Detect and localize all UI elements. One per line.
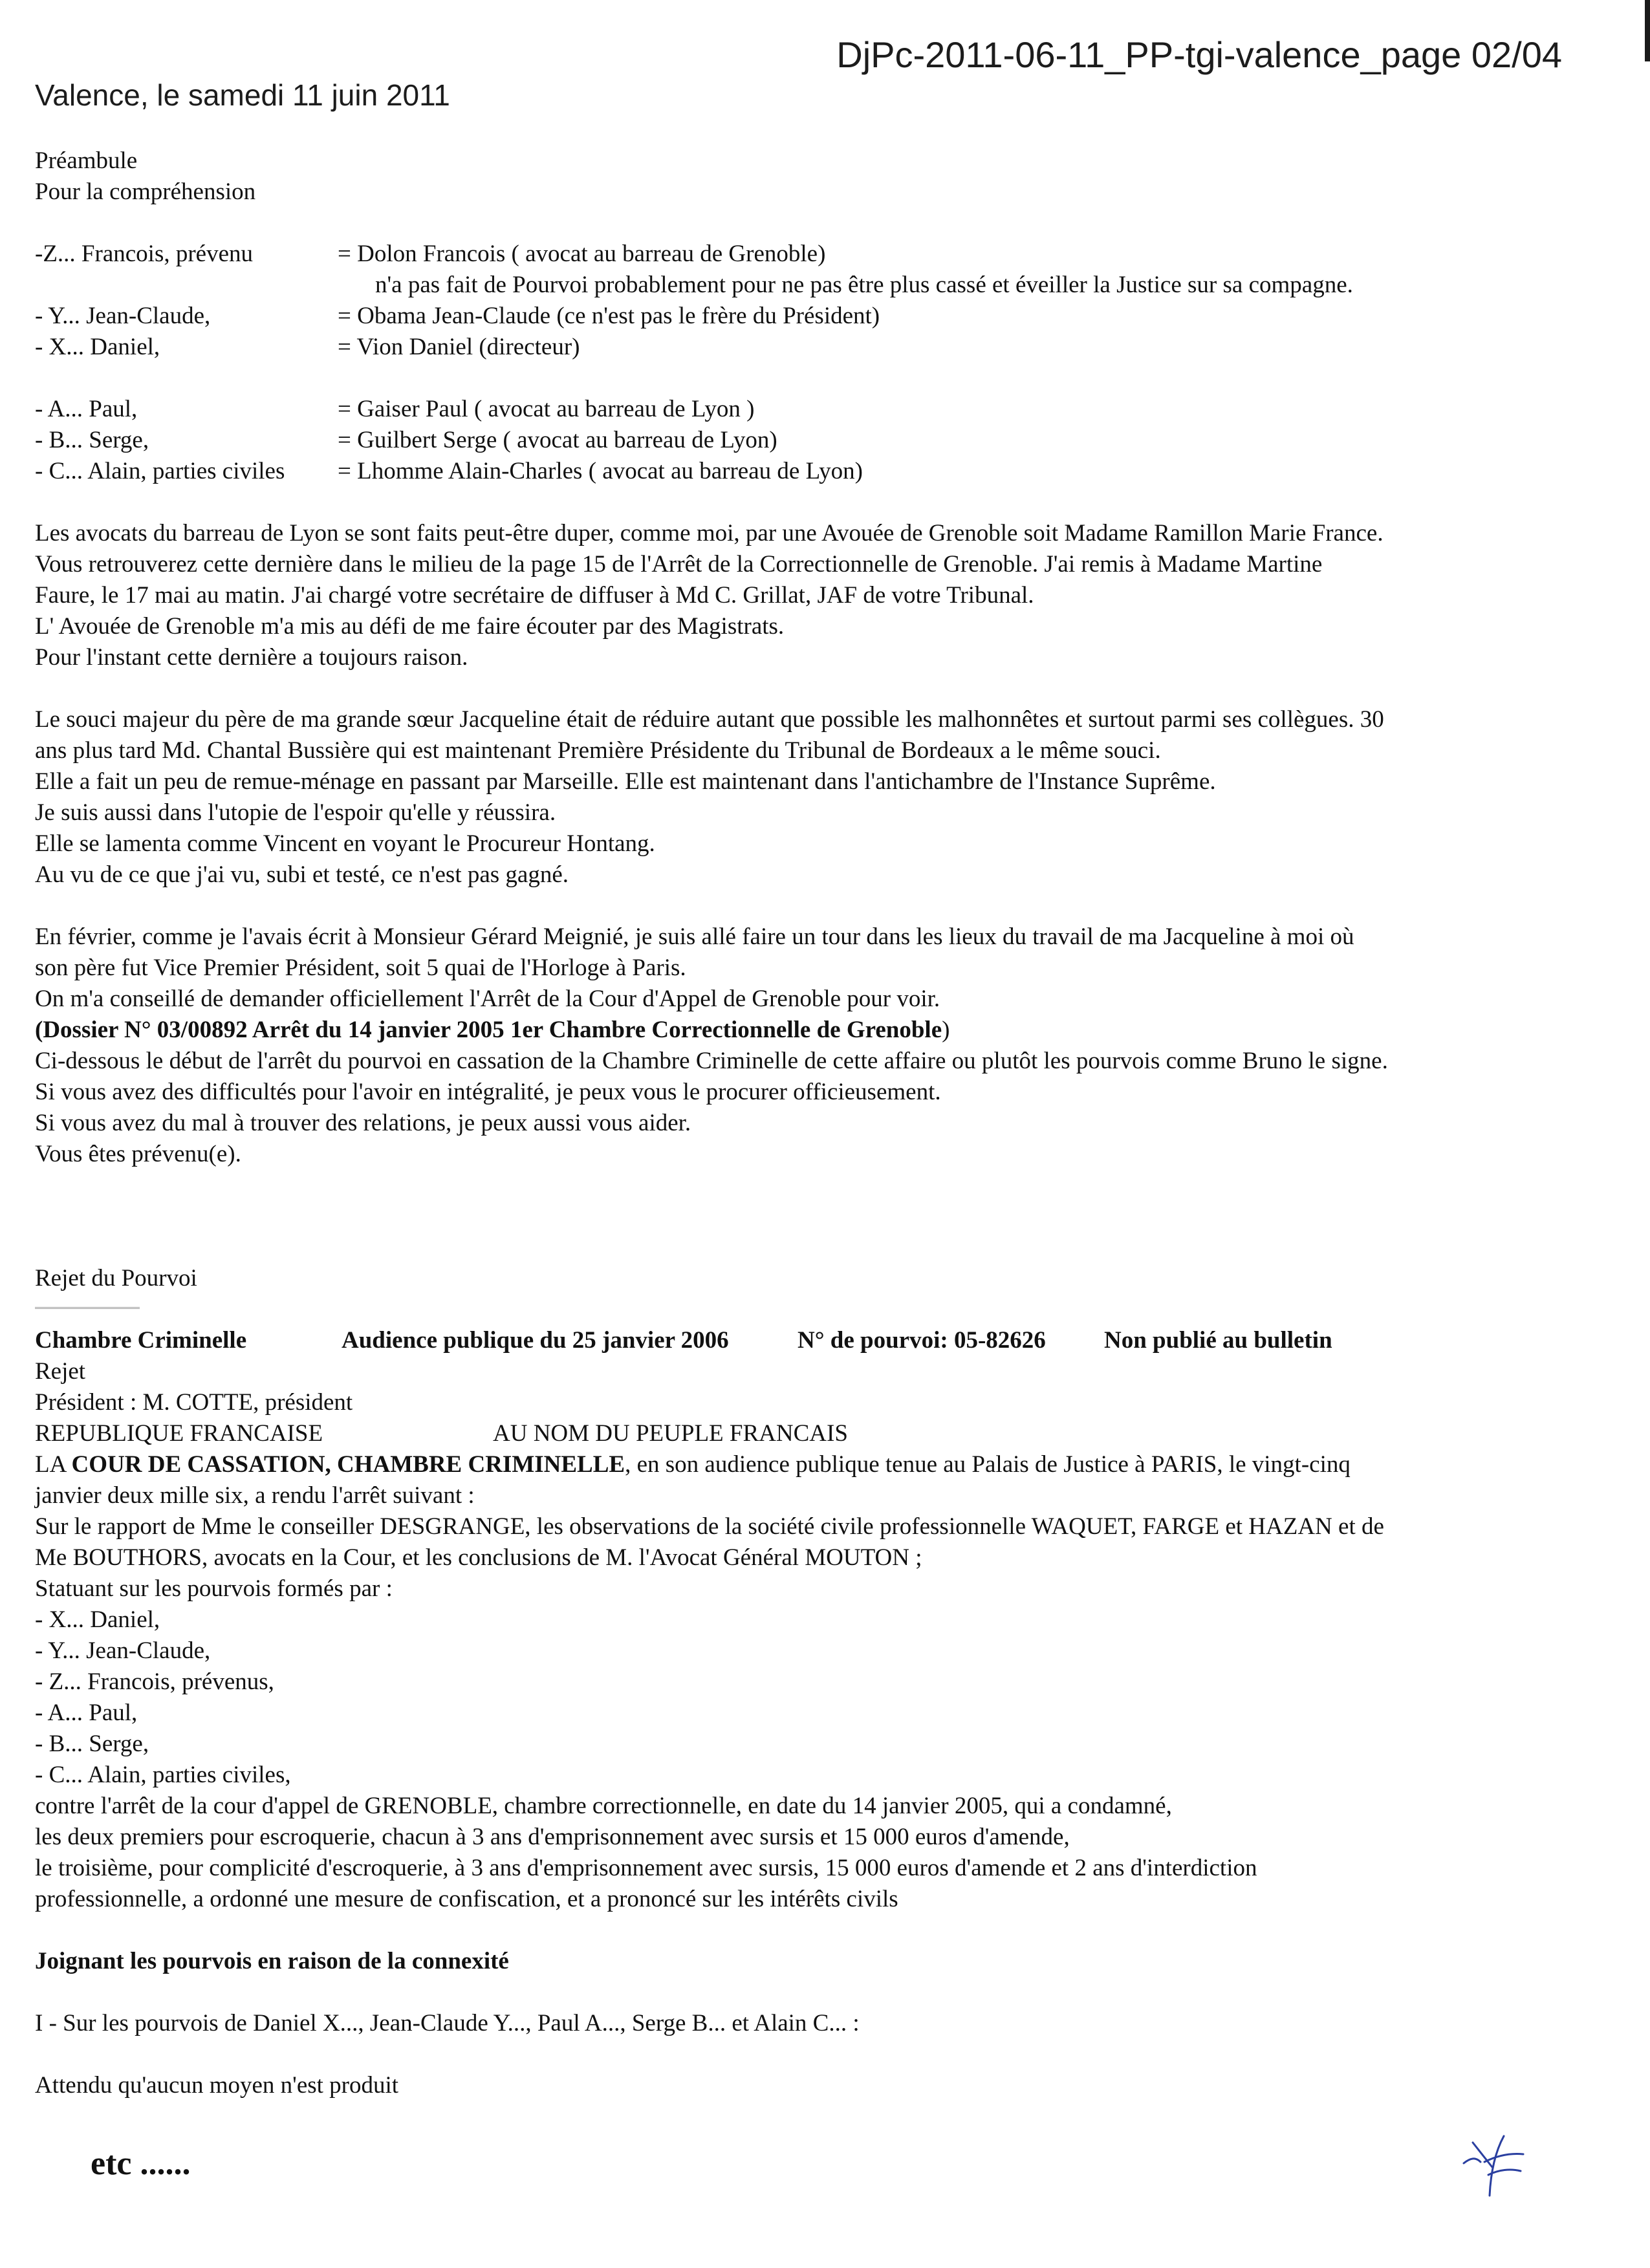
paragraph3-line: Si vous avez du mal à trouver des relations, je peux aussi vous aider. [35, 1110, 691, 1136]
alias-right-c: = Lhomme Alain-Charles ( avocat au barreau de Lyon) [338, 458, 863, 484]
alias-left-c: - C... Alain, parties civiles [35, 458, 285, 484]
signature-initials [1459, 2124, 1530, 2202]
paragraph3-line: Si vous avez des difficultés pour l'avoir en intégralité, je peux vous le procurer officieusement. [35, 1079, 941, 1105]
publication-status: Non publié au bulletin [1104, 1327, 1332, 1354]
paragraph2-line: Elle se lamenta comme Vincent en voyant le Procureur Hontang. [35, 830, 655, 857]
court-line [35, 1452, 1351, 1478]
appellant-item: - A... Paul, [35, 1700, 138, 1726]
appeal-number: N° de pourvoi: 05-82626 [798, 1327, 1046, 1354]
court-prefix: LA [35, 1451, 72, 1478]
alias-right-z: = Dolon Francois ( avocat au barreau de Grenoble) [338, 241, 826, 267]
paragraph1-line: Les avocats du barreau de Lyon se sont faits peut-être duper, comme moi, par une Avouée de Grenoble soit Madame Ramillon Marie France. [35, 520, 1384, 546]
ruling-line: Sur le rapport de Mme le conseiller DESGRANGE, les observations de la société civile professionnelle WAQUET, FARGE et HAZAN et de [35, 1513, 1384, 1540]
dossier-reference [35, 1017, 950, 1044]
ruling-line: les deux premiers pour escroquerie, chacun à 3 ans d'emprisonnement avec sursis et 15 000 euros d'amende, [35, 1824, 1070, 1850]
paragraph1-line: L' Avouée de Grenoble m'a mis au défi de me faire écouter par des Magistrats. [35, 613, 785, 640]
paragraph3-line: Vous êtes prévenu(e). [35, 1141, 241, 1167]
paragraph2-line: Je suis aussi dans l'utopie de l'espoir qu'elle y réussira. [35, 799, 556, 826]
ruling-line: Statuant sur les pourvois formés par : [35, 1575, 393, 1602]
joining-heading: Joignant les pourvois en raison de la connexité [35, 1948, 509, 1974]
etc-ellipsis: etc ...... [91, 2145, 191, 2182]
chamber-name: Chambre Criminelle [35, 1327, 247, 1354]
paragraph1-line: Vous retrouverez cette dernière dans le milieu de la page 15 de l'Arrêt de la Correctionnelle de Grenoble. J'ai remis à Madame Martine [35, 551, 1323, 578]
alias-note-z: n'a pas fait de Pourvoi probablement pour ne pas être plus cassé et éveiller la Justice sur sa compagne. [375, 272, 1353, 298]
paragraph2-line: Elle a fait un peu de remue-ménage en passant par Marseille. Elle est maintenant dans l'antichambre de l'Instance Suprême. [35, 768, 1216, 795]
dossier-reference-close: ) [942, 1017, 950, 1043]
paragraph1-line: Pour l'instant cette dernière a toujours raison. [35, 644, 468, 671]
ruling-title-rule [35, 1307, 140, 1309]
court-line-rest: , en son audience publique tenue au Palais de Justice à PARIS, le vingt-cinq [625, 1451, 1351, 1478]
appellant-item: - Z... Francois, prévenus, [35, 1669, 274, 1695]
dossier-reference-bold: (Dossier N° 03/00892 Arrêt du 14 janvier 2005 1er Chambre Correctionnelle de Grenoble [35, 1017, 942, 1043]
paragraph2-line: ans plus tard Md. Chantal Bussière qui est maintenant Première Présidente du Tribunal de Bordeaux a le même souci. [35, 737, 1161, 764]
paragraph1-line: Faure, le 17 mai au matin. J'ai chargé votre secrétaire de diffuser à Md C. Grillat, JAF de votre Tribunal. [35, 582, 1034, 609]
paragraph3-line: son père fut Vice Premier Président, soit 5 quai de l'Horloge à Paris. [35, 955, 686, 981]
document-reference: DjPc-2011-06-11_PP-tgi-valence_page 02/04 [836, 34, 1562, 75]
scan-edge-mark [1645, 0, 1650, 61]
alias-left-a: - A... Paul, [35, 396, 138, 422]
paragraph2-line: Au vu de ce que j'ai vu, subi et testé, ce n'est pas gagné. [35, 861, 569, 888]
appellant-item: - Y... Jean-Claude, [35, 1637, 211, 1664]
paragraph3-line: En février, comme je l'avais écrit à Monsieur Gérard Meignié, je suis allé faire un tour dans les lieux du travail de ma Jacqueline à moi où [35, 923, 1354, 950]
republic-heading: REPUBLIQUE FRANCAISE [35, 1420, 323, 1447]
ruling-line: le troisième, pour complicité d'escroquerie, à 3 ans d'emprisonnement avec sursis, 15 000 euros d'amende et 2 ans d'interdiction [35, 1855, 1257, 1881]
ruling-line: Me BOUTHORS, avocats en la Cour, et les conclusions de M. l'Avocat Général MOUTON ; [35, 1544, 922, 1571]
date-line: Valence, le samedi 11 juin 2011 [35, 78, 450, 112]
paragraph3-line: Ci-dessous le début de l'arrêt du pourvoi en cassation de la Chambre Criminelle de cette affaire ou plutôt les pourvois comme Bruno le signe. [35, 1048, 1388, 1074]
appellant-item: - B... Serge, [35, 1731, 149, 1757]
preamble-title: Préambule [35, 147, 138, 174]
section-one: I - Sur les pourvois de Daniel X..., Jean-Claude Y..., Paul A..., Serge B... et Alain C... : [35, 2010, 860, 2036]
people-heading: AU NOM DU PEUPLE FRANCAIS [493, 1420, 848, 1447]
alias-right-a: = Gaiser Paul ( avocat au barreau de Lyon ) [338, 396, 755, 422]
alias-right-y: = Obama Jean-Claude (ce n'est pas le frère du Président) [338, 303, 880, 329]
ruling-line: professionnelle, a ordonné une mesure de confiscation, et a prononcé sur les intérêts civils [35, 1886, 898, 1912]
appellant-item: - C... Alain, parties civiles, [35, 1762, 291, 1788]
paragraph2-line: Le souci majeur du père de ma grande sœur Jacqueline était de réduire autant que possible les malhonnêtes et surtout parmi ses collègues. 30 [35, 706, 1384, 733]
paragraph3-line: On m'a conseillé de demander officiellement l'Arrêt de la Cour d'Appel de Grenoble pour voir. [35, 986, 940, 1012]
appellant-item: - X... Daniel, [35, 1606, 160, 1633]
hearing-date: Audience publique du 25 janvier 2006 [342, 1327, 729, 1354]
court-name: COUR DE CASSATION, CHAMBRE CRIMINELLE [71, 1451, 625, 1478]
alias-left-z: -Z... Francois, prévenu [35, 241, 254, 267]
ruling-line: janvier deux mille six, a rendu l'arrêt suivant : [35, 1482, 475, 1509]
ruling-line: contre l'arrêt de la cour d'appel de GRENOBLE, chambre correctionnelle, en date du 14 janvier 2005, qui a condamné, [35, 1793, 1172, 1819]
preamble-subtitle: Pour la compréhension [35, 178, 256, 205]
alias-left-y: - Y... Jean-Claude, [35, 303, 211, 329]
ruling-title: Rejet du Pourvoi [35, 1265, 197, 1291]
alias-left-b: - B... Serge, [35, 427, 149, 453]
attendu-line: Attendu qu'aucun moyen n'est produit [35, 2072, 399, 2099]
decision: Rejet [35, 1358, 86, 1385]
alias-left-x: - X... Daniel, [35, 334, 160, 360]
alias-right-b: = Guilbert Serge ( avocat au barreau de Lyon) [338, 427, 777, 453]
alias-right-x: = Vion Daniel (directeur) [338, 334, 580, 360]
president: Président : M. COTTE, président [35, 1389, 353, 1416]
